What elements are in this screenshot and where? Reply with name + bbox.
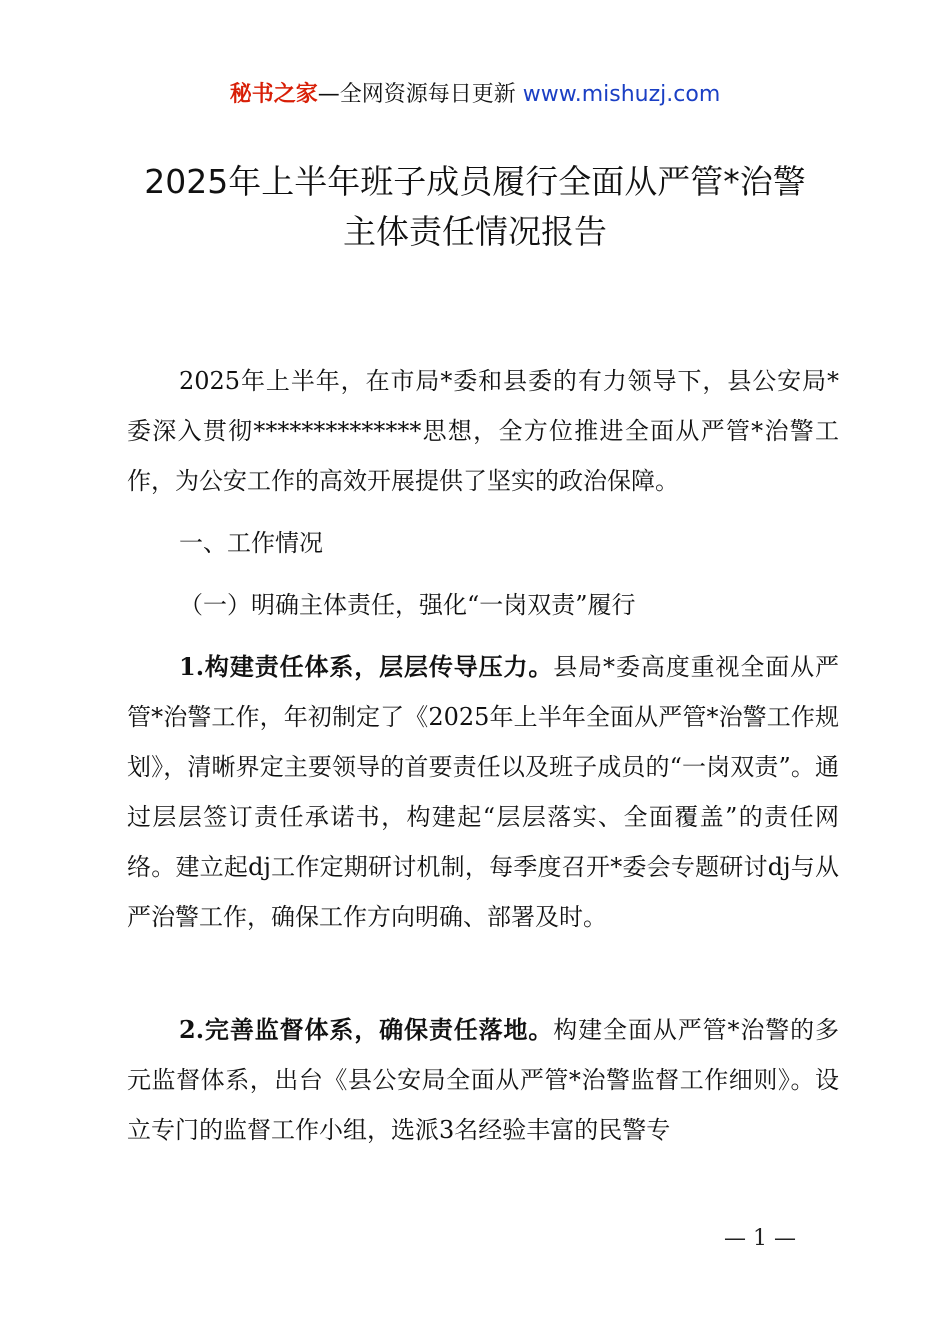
item-1-paragraph: [127, 642, 839, 942]
banner-brand: 秘书之家: [229, 82, 318, 107]
banner-tagline: —全网资源每日更新: [317, 82, 516, 107]
intro-paragraph: 2025年上半年，在市局*委和县委的有力领导下，县公安局*委深入贯彻**************思想，全方位推进全面从严管*治警工作，为公安工作的高效开展提供了坚实的政治保障。: [127, 367, 839, 495]
item-1-lead: 1.构建责任体系，层层传导压力。: [179, 652, 554, 681]
subsection-heading: （一）明确主体责任，强化“一岗双责”履行: [179, 591, 636, 619]
item-2-paragraph: [127, 1005, 839, 1155]
section-heading: 一、工作情况: [179, 529, 323, 557]
item-1-text: 县局*委高度重视全面从严管*治警工作，年初制定了《2025年上半年全面从严管*治警工作规划》，清晰界定主要领导的首要责任以及班子成员的“一岗双责”。通过层层签订责任承诺书，构建起“层层落实、全面覆盖”的责任网络。建立起dj工作定期研讨机制，每季度召开*委会专题研讨dj与从严治警工作，确保工作方向明确、部署及时。: [127, 653, 840, 931]
page-number: — 1 —: [724, 1226, 796, 1251]
document-title-line-2: 主体责任情况报告: [343, 212, 607, 251]
item-2-lead: 2.完善监督体系，确保责任落地。: [179, 1015, 554, 1044]
site-banner: [0, 78, 950, 112]
item-2-text: 构建全面从严管*治警的多元监督体系，出台《县公安局全面从严管*治警监督工作细则》。设立专门的监督工作小组，选派3名经验丰富的民警专: [127, 1016, 840, 1144]
document-title-line-1: 2025年上半年班子成员履行全面从严管*治警: [144, 162, 806, 201]
banner-url-link[interactable]: www.mishuzj.com: [522, 82, 721, 107]
